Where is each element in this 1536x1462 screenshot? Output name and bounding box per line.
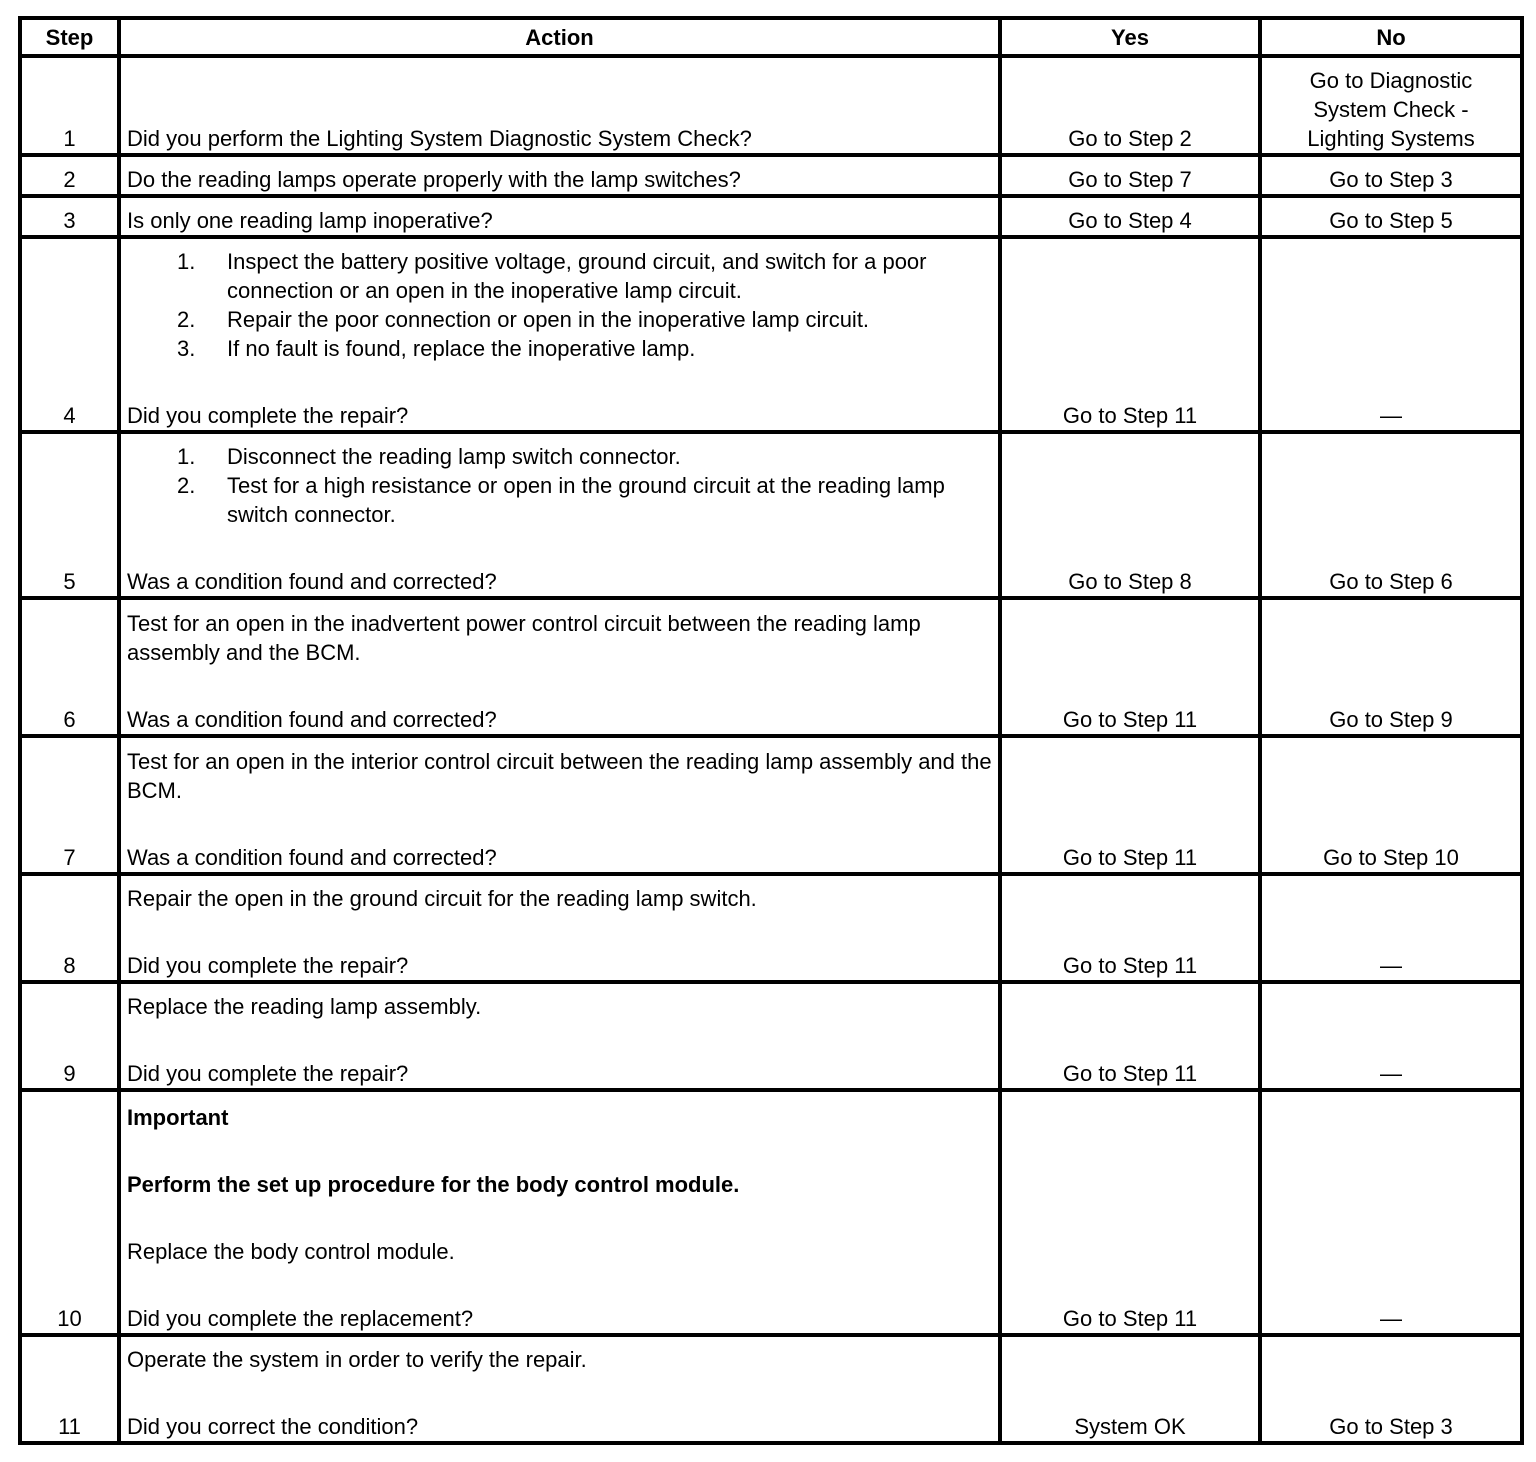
no-cell: Go to Step 3 [1260, 1335, 1522, 1443]
sub-step-number: 2. [177, 307, 196, 332]
no-cell: — [1260, 874, 1522, 982]
yes-cell: Go to Step 4 [1000, 196, 1260, 237]
table-row [20, 1090, 1522, 1335]
action-cell [119, 1090, 1000, 1335]
action-question: Was a condition found and corrected? [127, 845, 497, 870]
table-row [20, 1335, 1522, 1443]
no-cell: — [1260, 237, 1522, 432]
table-row [20, 432, 1522, 598]
action-cell [119, 237, 1000, 432]
header-no: No [1260, 18, 1522, 56]
yes-cell: Go to Step 11 [1000, 736, 1260, 874]
sub-step-text: If no fault is found, replace the inoperative lamp. [227, 336, 696, 361]
action-cell [119, 736, 1000, 874]
sub-step-number: 2. [177, 473, 196, 498]
table-row [20, 982, 1522, 1090]
diagnostic-table [18, 16, 1524, 1445]
yes-cell: Go to Step 2 [1000, 56, 1260, 155]
step-number: 4 [20, 237, 119, 432]
yes-cell: Go to Step 11 [1000, 237, 1260, 432]
action-cell [119, 874, 1000, 982]
sub-step-number: 1. [177, 444, 196, 469]
yes-cell: System OK [1000, 1335, 1260, 1443]
important-text: Perform the set up procedure for the body control module. [127, 1172, 740, 1197]
action-text: Is only one reading lamp inoperative? [127, 208, 493, 233]
step-number: 2 [20, 155, 119, 196]
step-number: 8 [20, 874, 119, 982]
action-cell [119, 982, 1000, 1090]
action-text: Replace the reading lamp assembly. [127, 994, 482, 1019]
action-cell [119, 432, 1000, 598]
action-cell [119, 56, 1000, 155]
action-cell [119, 155, 1000, 196]
action-cell [119, 196, 1000, 237]
action-text: Repair the open in the ground circuit for the reading lamp switch. [127, 886, 757, 911]
sub-step-list [127, 247, 992, 363]
yes-cell: Go to Step 11 [1000, 1090, 1260, 1335]
sub-step [177, 442, 992, 471]
action-text: Test for an open in the interior control circuit between the reading lamp assembly and the BCM. [127, 749, 992, 803]
sub-step-text: Test for a high resistance or open in the ground circuit at the reading lamp switch connector. [227, 473, 945, 527]
table-row [20, 598, 1522, 736]
header-action: Action [119, 18, 1000, 56]
sub-step [177, 471, 992, 529]
step-number: 11 [20, 1335, 119, 1443]
step-number: 6 [20, 598, 119, 736]
no-cell: — [1260, 982, 1522, 1090]
sub-step-number: 3. [177, 336, 196, 361]
header-step: Step [20, 18, 119, 56]
action-text: Do the reading lamps operate properly with the lamp switches? [127, 167, 741, 192]
action-question: Was a condition found and corrected? [127, 569, 497, 594]
sub-step-text: Repair the poor connection or open in the inoperative lamp circuit. [227, 307, 870, 332]
table-row [20, 874, 1522, 982]
sub-step-text: Disconnect the reading lamp switch connector. [227, 444, 681, 469]
action-question: Was a condition found and corrected? [127, 707, 497, 732]
no-cell: Go to Step 3 [1260, 155, 1522, 196]
step-number: 7 [20, 736, 119, 874]
action-text: Test for an open in the inadvertent power control circuit between the reading lamp assembly and the BCM. [127, 611, 921, 665]
yes-cell: Go to Step 8 [1000, 432, 1260, 598]
sub-step [177, 305, 992, 334]
sub-step [177, 247, 992, 305]
action-question: Did you complete the repair? [127, 953, 409, 978]
sub-step-list [127, 442, 992, 529]
sub-step [177, 334, 992, 363]
table-row [20, 237, 1522, 432]
no-cell: Go to Step 5 [1260, 196, 1522, 237]
action-cell [119, 1335, 1000, 1443]
table-row [20, 56, 1522, 155]
step-number: 3 [20, 196, 119, 237]
action-text: Did you perform the Lighting System Diagnostic System Check? [127, 126, 752, 151]
step-number: 10 [20, 1090, 119, 1335]
sub-step-text: Inspect the battery positive voltage, ground circuit, and switch for a poor connection or an open in the inoperative lamp circuit. [227, 249, 927, 303]
action-question: Did you complete the replacement? [127, 1306, 474, 1331]
yes-cell: Go to Step 11 [1000, 598, 1260, 736]
table-row [20, 155, 1522, 196]
header-row [20, 18, 1522, 56]
step-number: 9 [20, 982, 119, 1090]
no-cell: Go to Step 10 [1260, 736, 1522, 874]
important-label: Important [127, 1105, 229, 1130]
sub-step-number: 1. [177, 249, 196, 274]
action-text: Operate the system in order to verify the repair. [127, 1347, 587, 1372]
yes-cell: Go to Step 11 [1000, 874, 1260, 982]
yes-cell: Go to Step 7 [1000, 155, 1260, 196]
action-question: Did you correct the condition? [127, 1414, 419, 1439]
action-text: Replace the body control module. [127, 1239, 455, 1264]
step-number: 1 [20, 56, 119, 155]
step-number: 5 [20, 432, 119, 598]
no-cell: Go to Step 9 [1260, 598, 1522, 736]
yes-cell: Go to Step 11 [1000, 982, 1260, 1090]
no-cell: Go to Diagnostic System Check - Lighting Systems [1260, 56, 1522, 155]
table-row [20, 196, 1522, 237]
action-question: Did you complete the repair? [127, 403, 409, 428]
no-cell: Go to Step 6 [1260, 432, 1522, 598]
action-cell [119, 598, 1000, 736]
action-question: Did you complete the repair? [127, 1061, 409, 1086]
header-yes: Yes [1000, 18, 1260, 56]
no-cell: — [1260, 1090, 1522, 1335]
table-row [20, 736, 1522, 874]
